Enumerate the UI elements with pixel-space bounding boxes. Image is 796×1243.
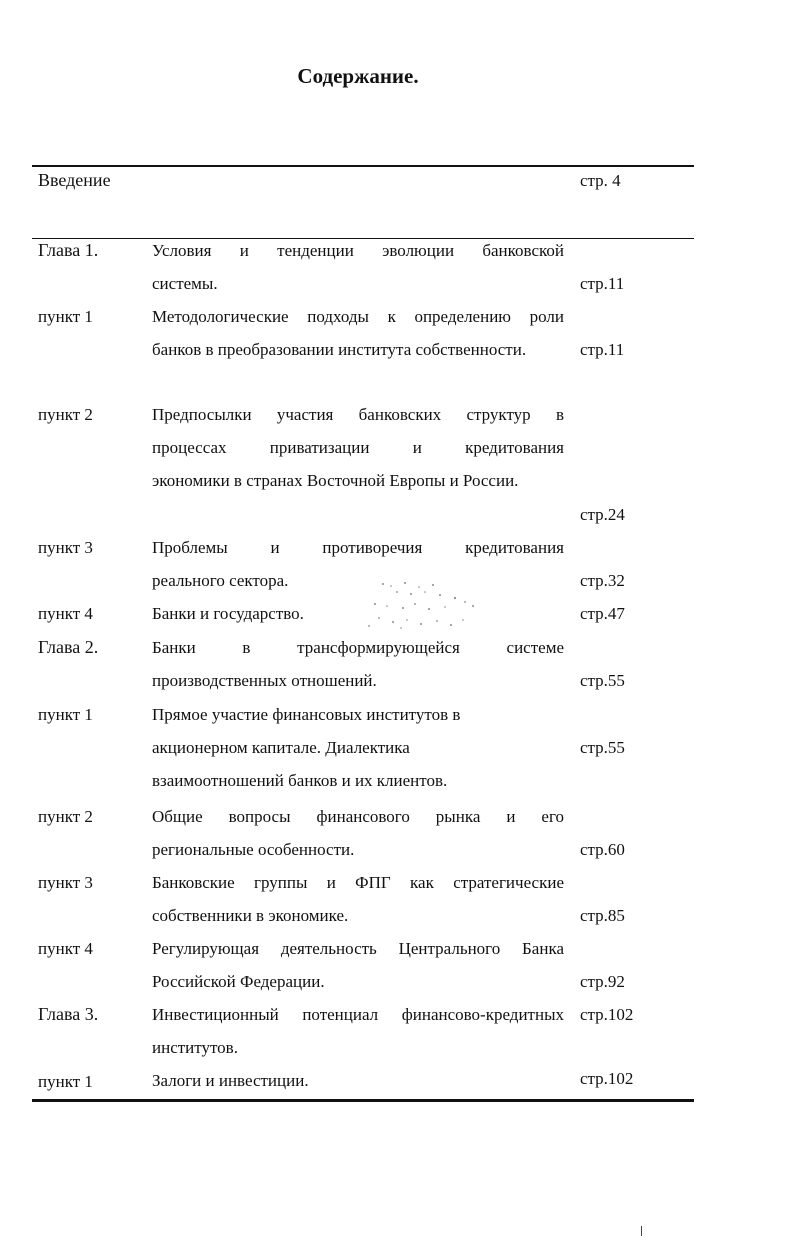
toc-text-line: банков в преобразовании института собственности.	[152, 340, 527, 359]
toc-text-line: Прямое участие финансовых институтов в	[152, 705, 461, 724]
toc-text	[152, 1064, 564, 1097]
toc-page: стр.32	[580, 571, 625, 590]
toc-text-line: взаимоотношений банков и их клиентов.	[152, 771, 448, 790]
toc-text-line: Регулирующая деятельность Центрального Банка	[152, 939, 564, 958]
toc-text-line: Предпосылки участия банковских структур в	[152, 405, 564, 424]
toc-page: стр. 4	[580, 171, 621, 190]
toc-label: Глава 1.	[38, 240, 99, 260]
toc-label: пункт 4	[38, 604, 93, 623]
toc-page: стр.60	[580, 840, 625, 859]
toc-page: стр.102	[580, 1069, 634, 1088]
toc-page: стр.85	[580, 906, 625, 925]
toc-text	[152, 932, 564, 998]
toc-text-line: системы.	[152, 274, 218, 293]
toc-label: Глава 3.	[38, 1004, 99, 1024]
toc-label: пункт 2	[38, 807, 93, 826]
toc-text-line: Общие вопросы финансового рынка и его	[152, 807, 564, 826]
toc-page: стр.55	[580, 671, 625, 690]
toc-text-line: Банки в трансформирующейся системе	[152, 638, 564, 657]
toc-text-line: производственных отношений.	[152, 671, 377, 690]
toc-text-line: Банковские группы и ФПГ как стратегические	[152, 873, 564, 892]
toc-label: пункт 4	[38, 939, 93, 958]
top-rule	[32, 165, 694, 167]
toc-text-line: процессах приватизации и кредитования	[152, 438, 564, 457]
toc-text-line: Проблемы и противоречия кредитования	[152, 538, 564, 557]
toc-page: стр.102	[580, 1005, 634, 1024]
toc-text-line: Методологические подходы к определению роли	[152, 307, 564, 326]
toc-label: пункт 3	[38, 538, 93, 557]
toc-page: стр.92	[580, 972, 625, 991]
toc-text-line: экономики в странах Восточной Европы и России.	[152, 471, 519, 490]
toc-label: пункт 1	[38, 705, 93, 724]
toc-text-line: Условия и тенденции эволюции банковской	[152, 241, 564, 260]
toc-label: пункт 1	[38, 1072, 93, 1091]
toc-text	[152, 300, 564, 366]
toc-text	[152, 998, 564, 1064]
toc-text-line: институтов.	[152, 1038, 238, 1057]
bottom-rule	[32, 1099, 694, 1102]
toc-label: пункт 1	[38, 307, 93, 326]
toc-text	[152, 800, 564, 866]
toc-text-line: собственники в экономике.	[152, 906, 349, 925]
toc-page: стр.11	[580, 274, 625, 293]
toc-label: Введение	[38, 170, 111, 190]
toc-label: пункт 2	[38, 405, 93, 424]
toc-text	[152, 398, 564, 497]
page-title: Содержание.	[297, 64, 419, 88]
toc-text-line: Банки и государство.	[152, 604, 304, 623]
toc-text	[152, 631, 564, 697]
toc-text-line: акционерном капитале. Диалектика	[152, 738, 410, 757]
scan-mark	[641, 1226, 642, 1236]
toc-text-line: Российской Федерации.	[152, 972, 325, 991]
toc-text	[152, 698, 564, 797]
toc-text	[152, 234, 564, 300]
toc-page: стр.24	[580, 505, 625, 524]
toc-page: стр.11	[580, 340, 625, 359]
toc-label: Глава 2.	[38, 637, 99, 657]
toc-label: пункт 3	[38, 873, 93, 892]
toc-text	[152, 866, 564, 932]
toc-text-line: Залоги и инвестиции.	[152, 1071, 309, 1090]
toc-text-line: Инвестиционный потенциал финансово-кредитных	[152, 1005, 564, 1024]
toc-page: стр.55	[580, 738, 625, 757]
scan-noise	[345, 580, 485, 632]
toc-text-line: региональные особенности.	[152, 840, 355, 859]
toc-page: стр.47	[580, 604, 625, 623]
toc-text-line: реального сектора.	[152, 571, 289, 590]
